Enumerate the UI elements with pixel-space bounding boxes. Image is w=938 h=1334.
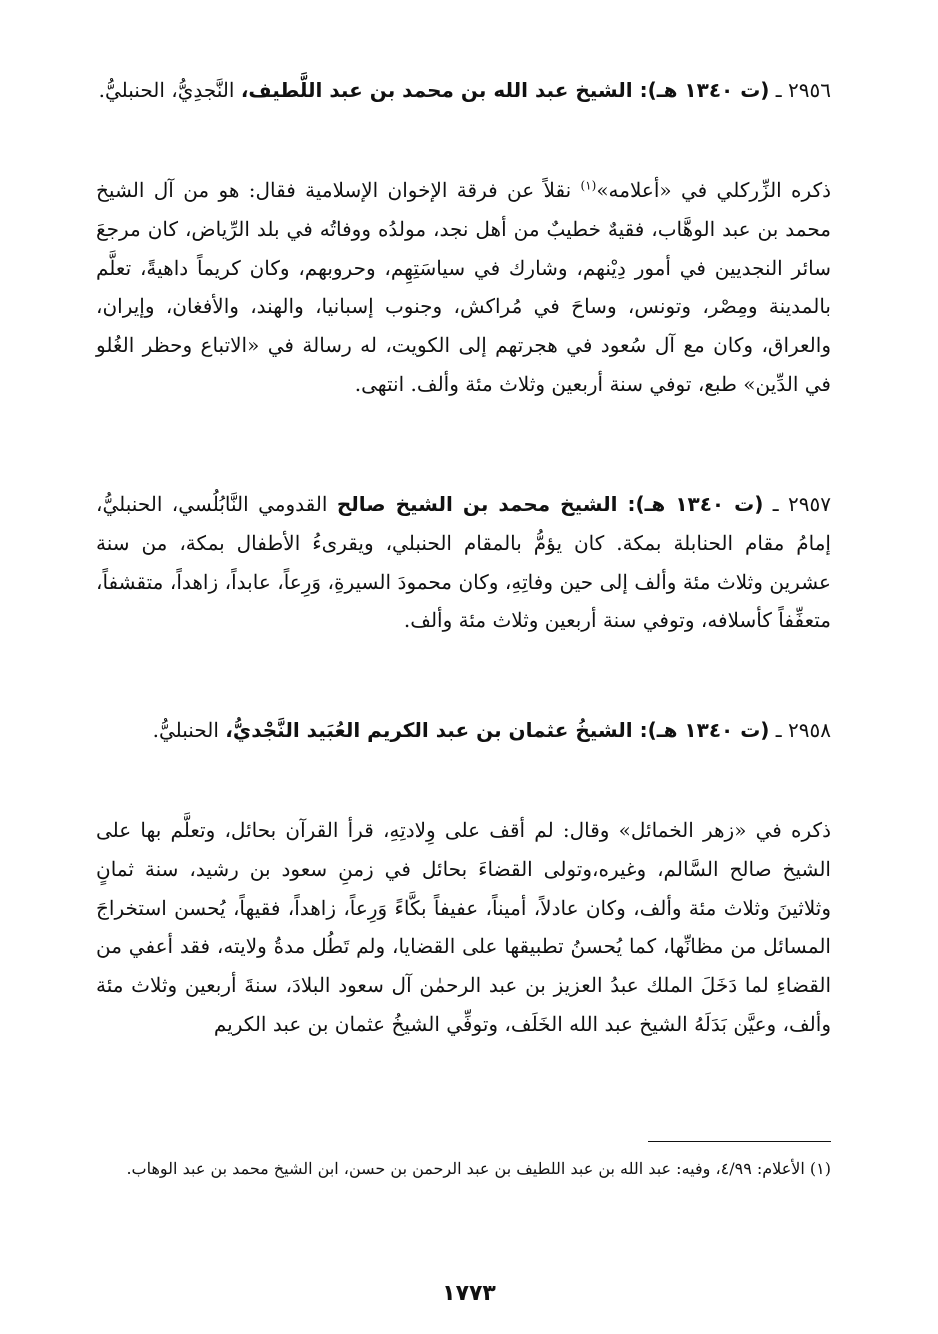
entry-name: الشيخ محمد بن الشيخ صالح: [336, 492, 618, 516]
entry-rest: النَّجدِيُّ، الحنبليُّ.: [98, 78, 235, 102]
paragraph-text-rest: نقلاً عن فرقة الإخوان الإسلامية فقال: هو من آل الشيخ محمد بن عبد الوهَّاب، فقيهٌ خطيبٌ من أهل نجد، مولدُه ووفاتُه في بلد الرِّياض، كان مرجعَ سائر النجديين في أمور دِيْنهم، وشارك في سياسَتِهِم، وحروبهم، وكان كريماً داهيةً، تعلَّم بالمدينة ومِصْر، وتونس، وساحَ في مُراكش، وجنوب إسبانيا، والهند، والأفغان، وإيران، والعراق، وكان مع آل سُعود في هجرتهم إلى الكويت، له رسالة في «الاتباع وحظر الغُلو في الدِّين» طبع، توفي سنة أربعين وثلاث مئة وألف. انتهى.: [96, 178, 831, 396]
paragraph-text-start: ذكره الزِّركلي في «أعلامه»: [596, 178, 831, 202]
entry-heading-2958: ٢٩٥٨ ـ (ت ١٣٤٠ هـ): الشيخُ عثمان بن عبد الكريم العُبَيد النَّجْديُّ، الحنبليُّ.: [152, 718, 831, 742]
footnote-marker: (١): [580, 178, 597, 193]
entry-number: ٢٩٥٧: [788, 492, 832, 516]
entry-name: الشيخُ عثمان بن عبد الكريم العُبَيد النَّجْديُّ،: [225, 718, 633, 742]
entry-rest: الحنبليُّ.: [152, 718, 219, 742]
entry-number: ٢٩٥٦: [788, 78, 831, 102]
paragraph-zirikli: [96, 171, 831, 404]
entry-heading-2957: ٢٩٥٧ ـ (ت ١٣٤٠ هـ): الشيخ محمد بن الشيخ صالح القدومي النَّابُلُسي، الحنبليُّ، إمامُ مقام الحنابلة بمكة. كان يؤمُّ بالمقام الحنبلي، ويقرىءُ الأطفال بمكة، من سنة عشرين وثلاث مئة وألف إلى حين وفاتِهِ، وكان محمودَ السيرةِ، وَرِعاً، عابداً، زاهداً، متقشفاً، متعفِّفاً كأسلافه، وتوفي سنة أربعين وثلاث مئة وألف.: [96, 492, 832, 633]
entry-number: ٢٩٥٨: [788, 718, 831, 742]
paragraph-zahr-alkhamail: ذكره في «زهر الخمائل» وقال: لم أقف على وِلادتِهِ، قرأ القرآن بحائل، وتعلَّم بها على الشيخ صالح السَّالم، وغيره،وتولى القضاءَ بحائل في زمنِ سعود بن رشيد، سنة ثمانٍ وثلاثينَ وثلاث مئة وألف، وكان عادلاً، أميناً، عفيفاً بكَّاءً وَرِعاً، زاهداً، فقيهاً، يُحسن استخراجَ المسائل من مظانِّها، كما يُحسنُ تطبيقها على القضايا، ولم تَطُل مدةُ ولايته، فقد أعفي من القضاءِ لما دَخَلَ الملك عبدُ العزيز بن عبد الرحمٰن آل سعود البلادَ، سنةَ أربعين وثلاث مئة وألف، وعيَّن بَدَلَهُ الشيخ عبد الله الخَلَف، وتوفِّي الشيخُ عثمان بن عبد الكريم: [96, 818, 831, 1036]
footnote: (١) الأعلام: ٤/٩٩، وفيه: عبد الله بن عبد اللطيف بن عبد الرحمن بن حسن، ابن الشيخ محمد بن عبد الوهاب.: [126, 1159, 831, 1178]
footnote-separator: [648, 1141, 831, 1142]
entry-rest: القدومي النَّابُلُسي، الحنبليُّ، إمامُ مقام الحنابلة بمكة. كان يؤمُّ بالمقام الحنبلي، ويقرىءُ الأطفال بمكة، من سنة عشرين وثلاث مئة وألف إلى حين وفاتِهِ، وكان محمودَ السيرةِ، وَرِعاً، عابداً، زاهداً، متقشفاً، متعفِّفاً كأسلافه، وتوفي سنة أربعين وثلاث مئة وألف.: [96, 492, 831, 633]
entry-date: (ت ١٣٤٠ هـ): [647, 718, 770, 742]
page-number: ١٧٧٣: [442, 1281, 496, 1306]
entry-date: (ت ١٣٤٠ هـ): [647, 78, 770, 102]
entry-heading-2956: ٢٩٥٦ ـ (ت ١٣٤٠ هـ): الشيخ عبد الله بن محمد بن عبد اللَّطيف، النَّجدِيُّ، الحنبليُّ.: [98, 78, 831, 102]
entry-date: (ت ١٣٤٠ هـ): [635, 492, 764, 516]
entry-name: الشيخ عبد الله بن محمد بن عبد اللَّطيف،: [240, 78, 633, 102]
